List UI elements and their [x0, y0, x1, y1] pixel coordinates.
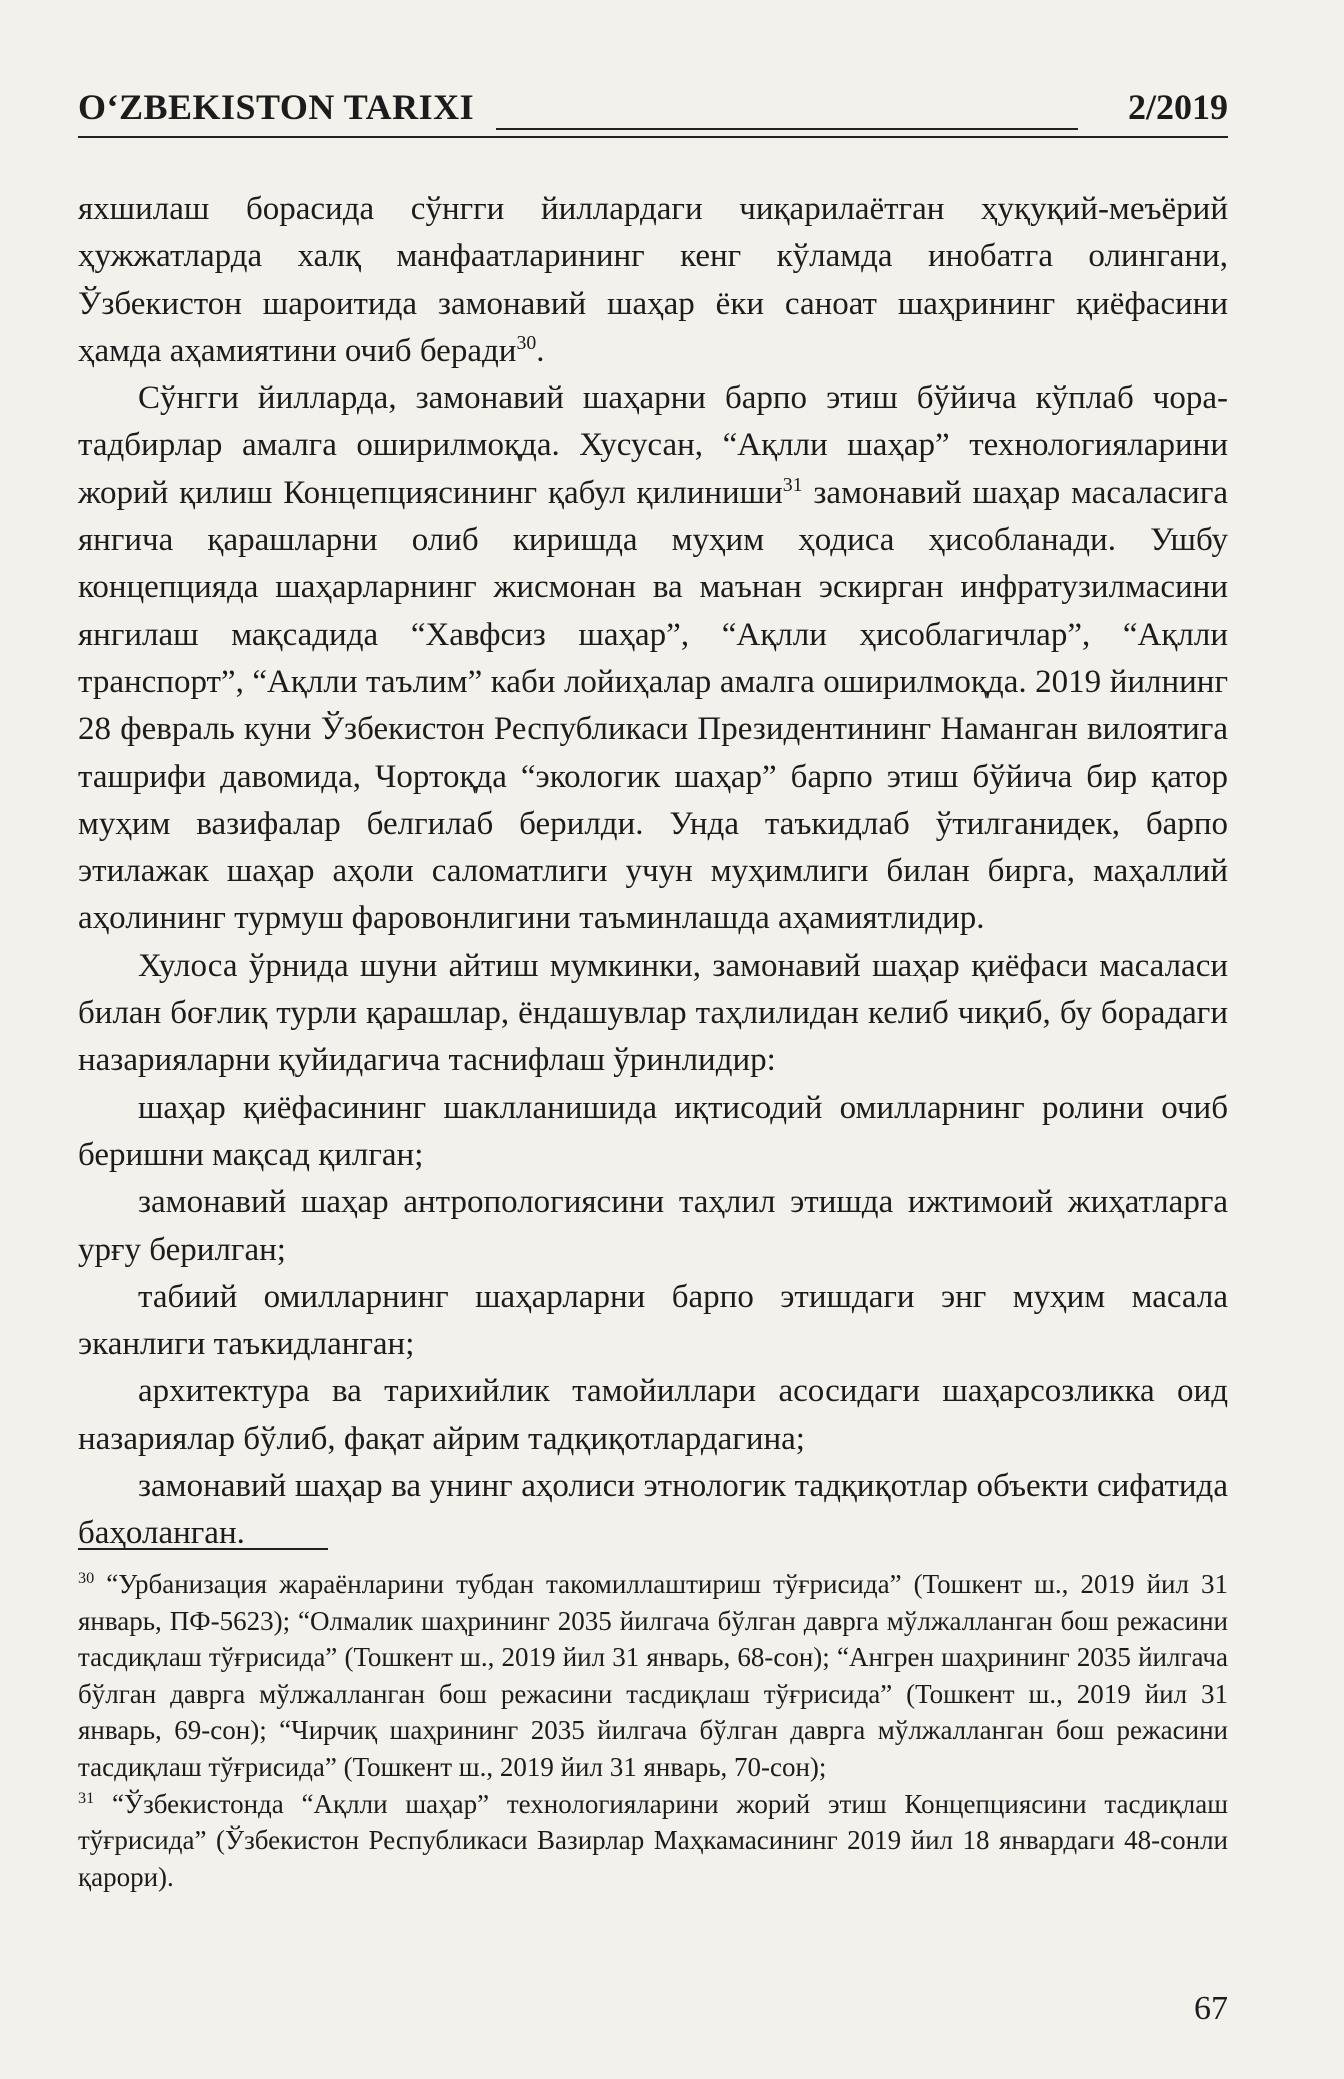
paragraph-1: яхшилаш борасида сўнгги йиллардаги чиқарилаётган ҳуқуқий-меъёрий ҳужжатларда халқ манфаатларининг кенг кўламда инобатга олингани, Ўзбекистон шароитида замонавий шаҳар ёки саноат шаҳрининг қиёфасини ҳамда аҳамиятини очиб беради$^{30}$.	[78, 191, 1228, 369]
list-item-1: шаҳар қиёфасининг шаклланишида иқтисодий омилларнинг ролини очиб беришни мақсад қилган;	[78, 1089, 1228, 1173]
paragraph-1-text: яхшилаш борасида сўнгги йиллардаги чиқарилаётган ҳуқуқий-меъёрий ҳужжатларда халқ манфаатларининг кенг кўламда инобатга олингани, Ўзбекистон шароитида замонавий шаҳар ёки саноат шаҳрининг қиёфасини ҳамда аҳамиятини очиб беради	[78, 191, 1228, 369]
footnote-31	[78, 1786, 1228, 1896]
footnote-ref-31[interactable]: 31	[782, 473, 803, 496]
running-header	[78, 86, 1228, 136]
paragraph-2-text-b: замонавий шаҳар масаласига янгича қарашларни олиб киришда муҳим ҳодиса ҳисобланади. Ушбу концепцияда шаҳарларнинг жисмонан ва маънан эскирган инфратузилмасини янгилаш мақсадида “Хавфсиз шаҳар”, “Ақлли ҳисоблагичлар”, “Ақлли транспорт”, “Ақлли таълим” каби лойиҳалар амалга оширилмоқда. 2019 йилнинг 28 февраль куни Ўзбекистон Республикаси Президентининг Наманган вилоятига ташрифи давомида, Чортоқда “экологик шаҳар” барпо этиш бўйича бир қатор муҳим вазифалар белгилаб берилди. Унда таъкидлаб ўтилганидек, барпо этилажак шаҳар аҳоли саломатлиги учун муҳимлиги билан бирга, маҳаллий аҳолининг турмуш фаровонлигини таъминлашда аҳамиятлидир.	[78, 474, 1228, 937]
footnote-30-text: “Урбанизация жараёнларини тубдан такомиллаштириш тўғрисида” (Тошкент ш., 2019 йил 31 январь, ПФ-5623); “Олмалик шаҳрининг 2035 йилгача бўлган даврга мўлжалланган бош режасини тасдиқлаш тўғрисида” (Тошкент ш., 2019 йил 31 январь, 68-сон); “Ангрен шаҳрининг 2035 йилгача бўлган даврга мўлжалланган бош режасини тасдиқлаш тўғрисида” (Тошкент ш., 2019 йил 31 январь, 69-сон); “Чирчиқ шаҳрининг 2035 йилгача бўлган даврга мўлжалланган бош режасини тасдиқлаш тўғрисида” (Тошкент ш., 2019 йил 31 январь, 70-сон);	[78, 1569, 1229, 1782]
issue-number: 2/2019	[1127, 87, 1228, 127]
list-item-5: замонавий шаҳар ва унинг аҳолиси этнологик тадқиқотлар объекти сифатида баҳоланган.	[78, 1468, 1228, 1552]
journal-title: O‘ZBEKISTON TARIXI	[78, 87, 475, 127]
body-text	[78, 186, 1228, 1558]
footnote-31-text: “Ўзбекистонда “Ақлли шаҳар” технологияларини жорий этиш Концепциясини тасдиқлаш тўғрисида” (Ўзбекистон Республикаси Вазирлар Маҳкамасининг 2019 йил 18 январдаги 48-сонли қарори).	[78, 1788, 1229, 1892]
footnote-number-30: 30	[78, 1569, 95, 1587]
footnote-ref-30[interactable]: 30	[516, 331, 537, 354]
header-underline	[78, 136, 1228, 138]
paragraph-2	[78, 375, 1228, 943]
list-item-4: архитектура ва тарихийлик тамойиллари асосидаги шаҳарсозликка оид назариялар бўлиб, фақат айрим тадқиқотлардагина;	[78, 1373, 1228, 1457]
list-item-3: табиий омилларнинг шаҳарларни барпо этишдаги энг муҳим масала эканлиги таъкидланган;	[78, 1278, 1228, 1363]
header-rule	[496, 128, 1078, 130]
list-item-2: замонавий шаҳар антропологиясини таҳлил этишда ижтимоий жиҳатларга урғу берилган;	[78, 1184, 1228, 1268]
page-number: 67	[1194, 1990, 1228, 2027]
paragraph-2-text-a: Сўнгги йилларда, замонавий шаҳарни барпо этиш бўйича кўплаб чора-тадбирлар амалга оширилмоқда. Хусусан, “Ақлли шаҳар” технологияларини жорий қилиш Концепциясининг қабул қилиниши	[78, 380, 1228, 511]
footnote-separator	[78, 1548, 328, 1550]
paragraph-3: Хулоса ўрнида шуни айтиш мумкинки, замонавий шаҳар қиёфаси масаласи билан боғлиқ турли қарашлар, ёндашувлар таҳлилидан келиб чиқиб, бу борадаги назарияларни қуйидагича таснифлаш ўринлидир:	[78, 947, 1228, 1079]
footnotes	[78, 1566, 1228, 1895]
footnote-30	[78, 1566, 1228, 1786]
footnote-number-31: 31	[78, 1788, 95, 1807]
